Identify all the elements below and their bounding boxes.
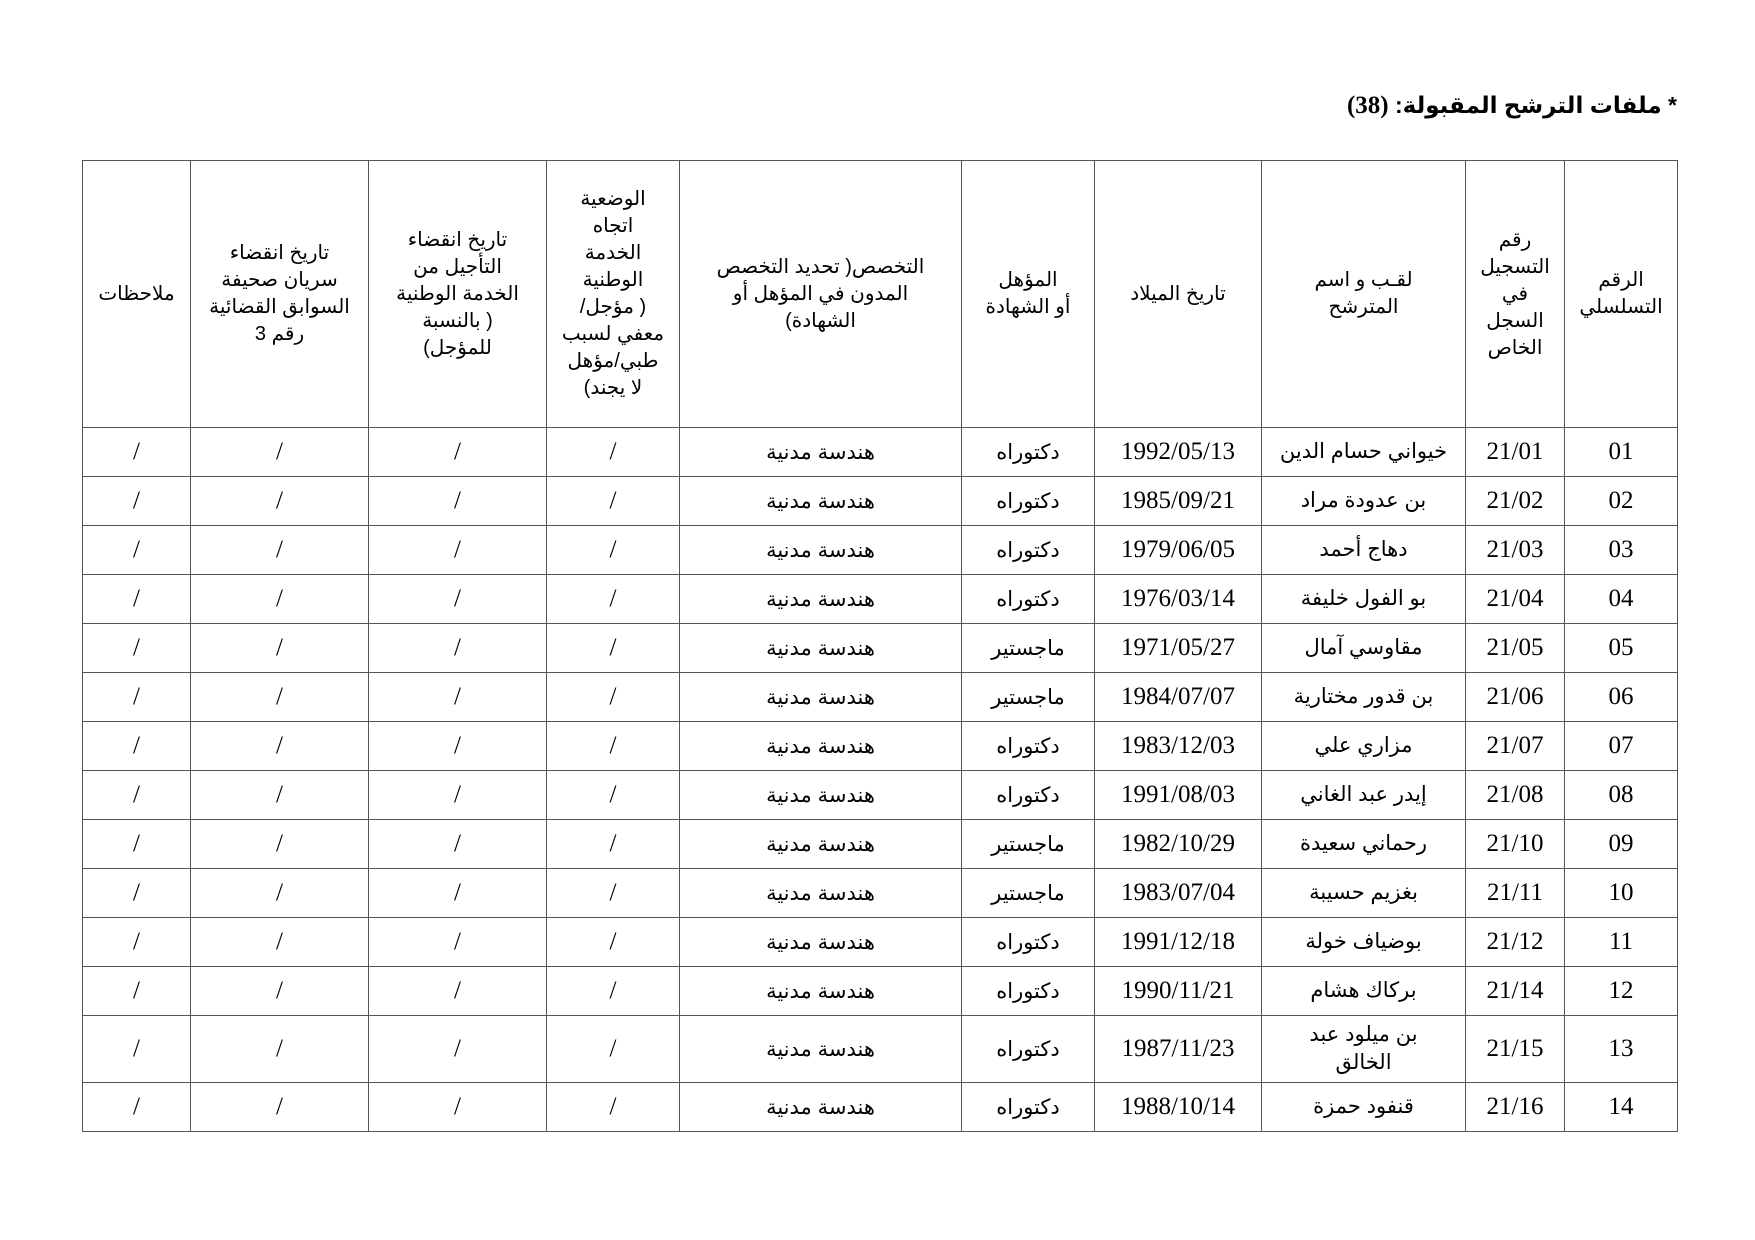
degree-cell: دكتوراه (962, 1016, 1095, 1083)
specialty-cell: هندسة مدنية (680, 967, 962, 1016)
birth-date-cell: 1979/06/05 (1095, 526, 1262, 575)
table-row (83, 477, 1678, 526)
birth-date-cell: 1987/11/23 (1095, 1016, 1262, 1083)
military-status-cell: / (547, 428, 680, 477)
col-header-birth-date: تاريخ الميلاد (1095, 161, 1262, 428)
deferral-expiry-cell: / (369, 428, 547, 477)
birth-date-cell: 1976/03/14 (1095, 575, 1262, 624)
col-header-registration: رقم التسجيل في السجل الخاص (1466, 161, 1565, 428)
military-status-cell: / (547, 820, 680, 869)
registration-cell: 21/05 (1466, 624, 1565, 673)
record-expiry-cell: / (191, 820, 369, 869)
table-row (83, 526, 1678, 575)
serial-cell: 07 (1565, 722, 1678, 771)
degree-cell: ماجستير (962, 869, 1095, 918)
birth-date-cell: 1985/09/21 (1095, 477, 1262, 526)
table-row (83, 624, 1678, 673)
military-status-cell: / (547, 1083, 680, 1132)
serial-cell: 02 (1565, 477, 1678, 526)
specialty-cell: هندسة مدنية (680, 428, 962, 477)
serial-cell: 08 (1565, 771, 1678, 820)
candidate-name-cell: بن قدور مختارية (1262, 673, 1466, 722)
deferral-expiry-cell: / (369, 624, 547, 673)
accepted-count: (38) (1346, 92, 1389, 119)
table-row (83, 918, 1678, 967)
deferral-expiry-cell: / (369, 869, 547, 918)
specialty-cell: هندسة مدنية (680, 575, 962, 624)
record-expiry-cell: / (191, 575, 369, 624)
candidate-name-cell: مزاري علي (1262, 722, 1466, 771)
record-expiry-cell: / (191, 624, 369, 673)
serial-cell: 03 (1565, 526, 1678, 575)
candidate-name-cell: بركاك هشام (1262, 967, 1466, 1016)
notes-cell: / (83, 575, 191, 624)
candidate-name-cell: مقاوسي آمال (1262, 624, 1466, 673)
birth-date-cell: 1982/10/29 (1095, 820, 1262, 869)
registration-cell: 21/15 (1466, 1016, 1565, 1083)
col-header-notes: ملاحظات (83, 161, 191, 428)
notes-cell: / (83, 869, 191, 918)
record-expiry-cell: / (191, 477, 369, 526)
specialty-cell: هندسة مدنية (680, 1083, 962, 1132)
table-row (83, 1083, 1678, 1132)
notes-cell: / (83, 1083, 191, 1132)
candidate-name-cell: بغزيم حسيبة (1262, 869, 1466, 918)
serial-cell: 04 (1565, 575, 1678, 624)
military-status-cell: / (547, 918, 680, 967)
serial-cell: 12 (1565, 967, 1678, 1016)
table-row (83, 722, 1678, 771)
birth-date-cell: 1990/11/21 (1095, 967, 1262, 1016)
birth-date-cell: 1983/07/04 (1095, 869, 1262, 918)
degree-cell: دكتوراه (962, 1083, 1095, 1132)
record-expiry-cell: / (191, 771, 369, 820)
candidate-name-cell: قنفود حمزة (1262, 1083, 1466, 1132)
military-status-cell: / (547, 673, 680, 722)
specialty-cell: هندسة مدنية (680, 624, 962, 673)
col-header-military-status: الوضعية اتجاه الخدمة الوطنية ( مؤجل/ معفي لسبب طبي/مؤهل لا يجند) (547, 161, 680, 428)
deferral-expiry-cell: / (369, 1083, 547, 1132)
record-expiry-cell: / (191, 1083, 369, 1132)
specialty-cell: هندسة مدنية (680, 771, 962, 820)
registration-cell: 21/10 (1466, 820, 1565, 869)
registration-cell: 21/04 (1466, 575, 1565, 624)
heading-text: * ملفات الترشح المقبولة: (1394, 92, 1677, 118)
serial-cell: 01 (1565, 428, 1678, 477)
notes-cell: / (83, 624, 191, 673)
notes-cell: / (83, 820, 191, 869)
candidate-name-cell: بن عدودة مراد (1262, 477, 1466, 526)
birth-date-cell: 1971/05/27 (1095, 624, 1262, 673)
military-status-cell: / (547, 722, 680, 771)
birth-date-cell: 1984/07/07 (1095, 673, 1262, 722)
record-expiry-cell: / (191, 428, 369, 477)
registration-cell: 21/06 (1466, 673, 1565, 722)
serial-cell: 05 (1565, 624, 1678, 673)
table-header-row (83, 161, 1678, 428)
specialty-cell: هندسة مدنية (680, 918, 962, 967)
serial-cell: 10 (1565, 869, 1678, 918)
military-status-cell: / (547, 477, 680, 526)
table-row (83, 771, 1678, 820)
degree-cell: ماجستير (962, 624, 1095, 673)
record-expiry-cell: / (191, 1016, 369, 1083)
notes-cell: / (83, 526, 191, 575)
table-row (83, 575, 1678, 624)
registration-cell: 21/02 (1466, 477, 1565, 526)
deferral-expiry-cell: / (369, 820, 547, 869)
degree-cell: دكتوراه (962, 575, 1095, 624)
birth-date-cell: 1991/12/18 (1095, 918, 1262, 967)
specialty-cell: هندسة مدنية (680, 673, 962, 722)
candidate-name-cell: إيدر عبد الغاني (1262, 771, 1466, 820)
registration-cell: 21/08 (1466, 771, 1565, 820)
military-status-cell: / (547, 967, 680, 1016)
col-header-candidate-name: لقـب و اسم المترشح (1262, 161, 1466, 428)
specialty-cell: هندسة مدنية (680, 477, 962, 526)
degree-cell: دكتوراه (962, 967, 1095, 1016)
birth-date-cell: 1983/12/03 (1095, 722, 1262, 771)
record-expiry-cell: / (191, 967, 369, 1016)
military-status-cell: / (547, 526, 680, 575)
serial-cell: 11 (1565, 918, 1678, 967)
col-header-degree: المؤهل أو الشهادة (962, 161, 1095, 428)
notes-cell: / (83, 771, 191, 820)
registration-cell: 21/12 (1466, 918, 1565, 967)
deferral-expiry-cell: / (369, 526, 547, 575)
table-body (83, 428, 1678, 1132)
table-row (83, 1016, 1678, 1083)
specialty-cell: هندسة مدنية (680, 1016, 962, 1083)
deferral-expiry-cell: / (369, 477, 547, 526)
table-row (83, 820, 1678, 869)
degree-cell: دكتوراه (962, 771, 1095, 820)
deferral-expiry-cell: / (369, 918, 547, 967)
table-row (83, 428, 1678, 477)
serial-cell: 14 (1565, 1083, 1678, 1132)
degree-cell: دكتوراه (962, 722, 1095, 771)
notes-cell: / (83, 673, 191, 722)
record-expiry-cell: / (191, 526, 369, 575)
col-header-specialty: التخصص( تحديد التخصص المدون في المؤهل أو الشهادة) (680, 161, 962, 428)
birth-date-cell: 1992/05/13 (1095, 428, 1262, 477)
military-status-cell: / (547, 869, 680, 918)
registration-cell: 21/14 (1466, 967, 1565, 1016)
notes-cell: / (83, 722, 191, 771)
col-header-deferral-expiry: تاريخ انقضاء التأجيل من الخدمة الوطنية ( بالنسبة للمؤجل) (369, 161, 547, 428)
record-expiry-cell: / (191, 722, 369, 771)
page-heading (1347, 92, 1677, 120)
birth-date-cell: 1991/08/03 (1095, 771, 1262, 820)
registration-cell: 21/03 (1466, 526, 1565, 575)
candidate-name-cell: دهاج أحمد (1262, 526, 1466, 575)
degree-cell: دكتوراه (962, 428, 1095, 477)
military-status-cell: / (547, 624, 680, 673)
table-row (83, 673, 1678, 722)
candidate-name-cell: بوضياف خولة (1262, 918, 1466, 967)
specialty-cell: هندسة مدنية (680, 722, 962, 771)
candidate-name-cell: بن ميلود عبد الخالق (1262, 1016, 1466, 1083)
military-status-cell: / (547, 1016, 680, 1083)
military-status-cell: / (547, 771, 680, 820)
birth-date-cell: 1988/10/14 (1095, 1083, 1262, 1132)
registration-cell: 21/11 (1466, 869, 1565, 918)
serial-cell: 09 (1565, 820, 1678, 869)
serial-cell: 13 (1565, 1016, 1678, 1083)
degree-cell: ماجستير (962, 673, 1095, 722)
deferral-expiry-cell: / (369, 722, 547, 771)
col-header-criminal-record-expiry: تاريخ انقضاء سريان صحيفة السوابق القضائية رقم 3 (191, 161, 369, 428)
military-status-cell: / (547, 575, 680, 624)
table-row (83, 869, 1678, 918)
degree-cell: ماجستير (962, 820, 1095, 869)
deferral-expiry-cell: / (369, 575, 547, 624)
specialty-cell: هندسة مدنية (680, 526, 962, 575)
deferral-expiry-cell: / (369, 771, 547, 820)
registration-cell: 21/16 (1466, 1083, 1565, 1132)
col-header-serial: الرقم التسلسلي (1565, 161, 1678, 428)
degree-cell: دكتوراه (962, 918, 1095, 967)
specialty-cell: هندسة مدنية (680, 820, 962, 869)
record-expiry-cell: / (191, 918, 369, 967)
candidate-name-cell: رحماني سعيدة (1262, 820, 1466, 869)
registration-cell: 21/01 (1466, 428, 1565, 477)
notes-cell: / (83, 967, 191, 1016)
notes-cell: / (83, 918, 191, 967)
specialty-cell: هندسة مدنية (680, 869, 962, 918)
record-expiry-cell: / (191, 673, 369, 722)
serial-cell: 06 (1565, 673, 1678, 722)
notes-cell: / (83, 1016, 191, 1083)
notes-cell: / (83, 428, 191, 477)
registration-cell: 21/07 (1466, 722, 1565, 771)
deferral-expiry-cell: / (369, 967, 547, 1016)
candidates-table (82, 160, 1678, 1132)
degree-cell: دكتوراه (962, 477, 1095, 526)
deferral-expiry-cell: / (369, 1016, 547, 1083)
candidate-name-cell: خيواني حسام الدين (1262, 428, 1466, 477)
deferral-expiry-cell: / (369, 673, 547, 722)
candidate-name-cell: بو الفول خليفة (1262, 575, 1466, 624)
notes-cell: / (83, 477, 191, 526)
table-row (83, 967, 1678, 1016)
degree-cell: دكتوراه (962, 526, 1095, 575)
record-expiry-cell: / (191, 869, 369, 918)
